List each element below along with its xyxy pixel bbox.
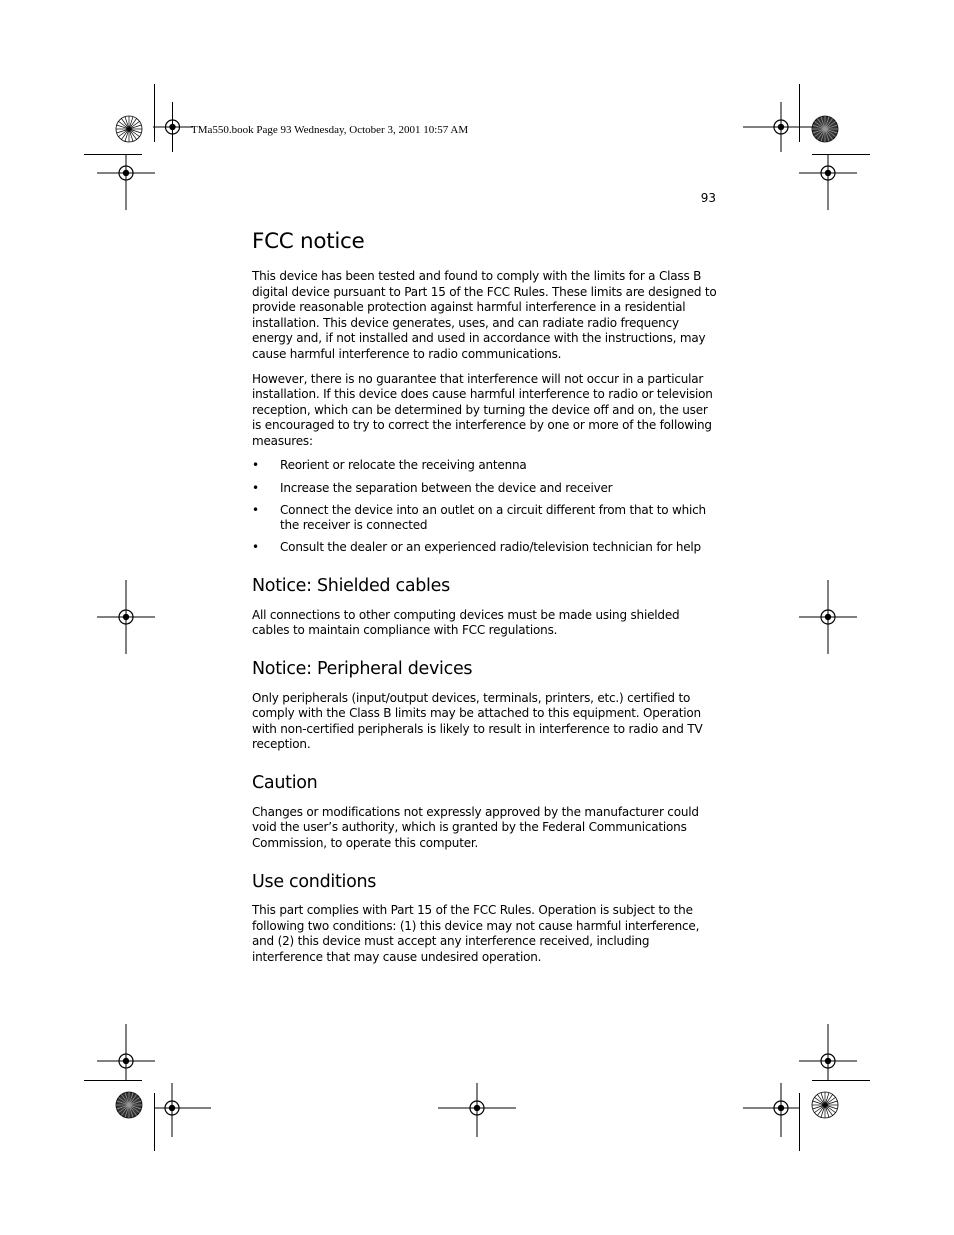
- list-item: [252, 481, 718, 497]
- section-shielded-cables: [252, 575, 718, 639]
- bullet: •: [252, 458, 259, 473]
- registration-target-icon: [799, 580, 857, 654]
- section-heading: Caution: [252, 773, 318, 793]
- list-item-text: Connect the device into an outlet on a circuit different from that to which the receiver is connected: [280, 502, 706, 533]
- paragraph: This device has been tested and found to comply with the limits for a Class B digital device pursuant to Part 15 of the FCC Rules. These limits are designed to provide reasonable protection against harmful interference in a residential installation. This device generates, uses, and can radiate radio frequency energy and, if not installed and used in accordance with the instructions, may cause harmful interference to radio communications.: [252, 268, 717, 361]
- paragraph: Only peripherals (input/output devices, terminals, printers, etc.) certified to comply with the Class B limits may be attached to this equipment. Operation with non-certified peripherals is likely to result in interference to radio and TV reception.: [252, 690, 703, 752]
- bullet: •: [252, 540, 259, 555]
- page-body: [252, 228, 718, 975]
- star-target-icon: [811, 115, 839, 143]
- star-target-icon: [115, 1091, 143, 1119]
- paragraph: This part complies with Part 15 of the FCC Rules. Operation is subject to the following two conditions: (1) this device may not cause harmful interference, and (2) this device must accept any interference received, including interference that may cause undesired operation.: [252, 903, 700, 965]
- page-number: 93: [700, 191, 716, 205]
- list-item: [252, 540, 718, 556]
- crop-mark: [799, 1093, 800, 1151]
- paragraph: Changes or modifications not expressly approved by the manufacturer could void the user’s authority, which is granted by the Federal Communications Commission, to operate this computer.: [252, 804, 699, 850]
- registration-target-icon: [153, 102, 193, 152]
- list-item-text: Reorient or relocate the receiving antenna: [280, 458, 527, 473]
- measures-list: [252, 458, 718, 555]
- list-item: [252, 503, 718, 534]
- section-heading: Notice: Shielded cables: [252, 575, 450, 596]
- section-use-conditions: [252, 871, 718, 966]
- registration-target-icon: [799, 155, 857, 210]
- section-fcc-notice: [252, 228, 718, 556]
- section-caution: [252, 772, 718, 852]
- section-heading: Use conditions: [252, 871, 377, 892]
- star-target-icon: [811, 1091, 839, 1119]
- crop-mark: [84, 1080, 142, 1081]
- registration-target-icon: [97, 155, 155, 210]
- bullet: •: [252, 502, 259, 517]
- section-title: FCC notice: [252, 229, 365, 254]
- list-item-text: Consult the dealer or an experienced radio/television technician for help: [280, 540, 701, 555]
- registration-target-icon: [743, 1083, 799, 1137]
- registration-target-icon: [97, 1024, 155, 1080]
- crop-mark: [812, 1080, 870, 1081]
- list-item-text: Increase the separation between the device and receiver: [280, 480, 613, 495]
- section-peripheral-devices: [252, 658, 718, 753]
- bullet: •: [252, 480, 259, 495]
- paragraph: All connections to other computing devices must be made using shielded cables to maintain compliance with FCC regulations.: [252, 607, 680, 638]
- paragraph: However, there is no guarantee that interference will not occur in a particular installation. If this device does cause harmful interference to radio or television reception, which can be determined by turning the device off and on, the user is encouraged to try to correct the interference by one or more of the following measures:: [252, 371, 713, 448]
- registration-target-icon: [799, 1024, 857, 1080]
- registration-target-icon: [438, 1083, 516, 1137]
- registration-target-icon: [743, 102, 819, 152]
- registration-target-icon: [97, 580, 155, 654]
- running-head: TMa550.book Page 93 Wednesday, October 3, 2001 10:57 AM: [191, 124, 469, 136]
- star-target-icon: [115, 115, 143, 143]
- registration-target-icon: [155, 1083, 211, 1137]
- section-heading: Notice: Peripheral devices: [252, 658, 473, 679]
- list-item: [252, 458, 718, 474]
